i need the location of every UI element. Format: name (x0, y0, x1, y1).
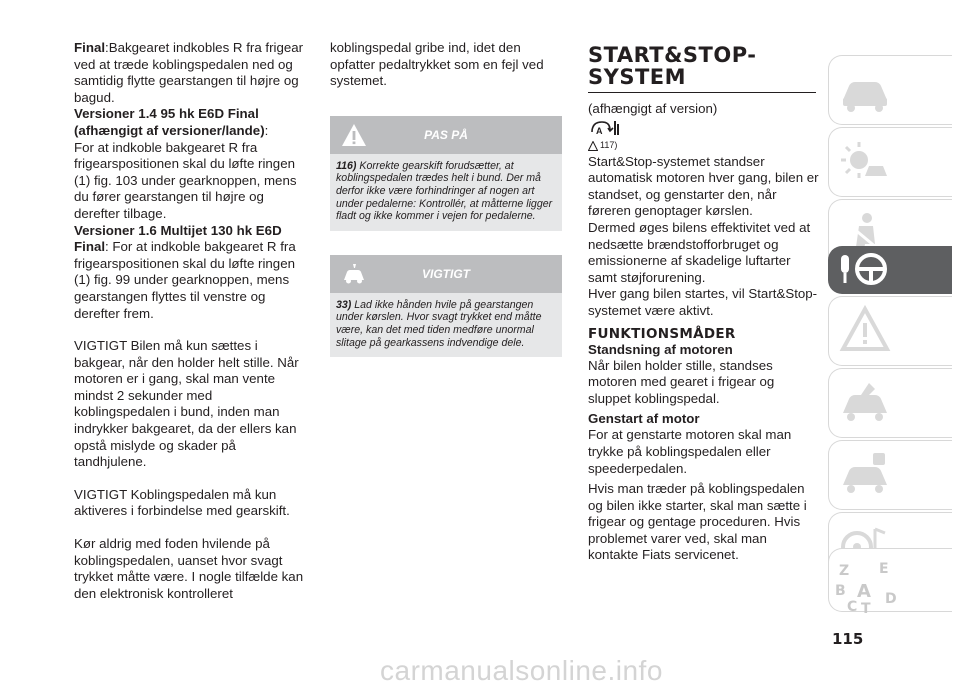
warning-box-title: PAS PÅ (424, 127, 468, 142)
final-text: :Bakgearet indkobles R fra frigear ved at træde koblingspedalen ned og samtidig flytte gearstangen til højre og bagud. (74, 40, 304, 105)
title-rule (588, 92, 816, 93)
car-service-icon (835, 373, 895, 433)
tab-car-specs[interactable] (828, 440, 952, 510)
heading-funktionsmaader: FUNKTIONSMÅDER (588, 325, 736, 342)
important-box-header (330, 255, 562, 293)
car-dashboard-icon (835, 60, 895, 120)
paragraph-genstart: For at genstarte motoren skal man trykke på koblingspedalen eller speederpedalen. (588, 427, 792, 476)
version-note: (afhængigt af version) (588, 101, 718, 116)
svg-text:C: C (847, 599, 858, 615)
paragraph-continued: koblingspedal gribe ind, idet den opfatter pedaltrykket som en fejl ved systemet. (330, 40, 544, 89)
page-number: 115 (832, 630, 864, 648)
cross-ref-number: 117) (600, 139, 618, 150)
tab-car-service[interactable] (828, 368, 952, 438)
heading-version-14-colon: : (264, 122, 269, 138)
warning-box-header (330, 116, 562, 154)
section-title-line2: SYSTEM (588, 65, 687, 89)
svg-text:A: A (596, 125, 603, 136)
warning-box-number: 116) (336, 159, 357, 172)
heading-version-16-text: Versioner 1.6 Multijet 130 hk E6D Final (74, 222, 282, 255)
paragraph-efficiency: Dermed øges bilens effektivitet ved at nedsætte brændstofforbruget og emissionerne af skadelige luftarter samt støjforurening. (588, 219, 811, 285)
tab-car-dashboard[interactable] (828, 55, 952, 125)
section-title-line1: START&STOP- (588, 43, 757, 67)
paragraph-koer-aldrig: Kør aldrig med foden hvilende på koblingspedalen, uanset hvor svagt trykket måtte være. I nogle tilfælde kan den elektronisk kontrolleret (74, 536, 304, 601)
start-stop-icon (588, 118, 620, 138)
final-label: Final (74, 40, 106, 55)
paragraph-version-14: For at indkoble bakgearet R fra frigearspositionen skal du løfte ringen (1) fig. 103 under gearknoppen, mens du fører gearstangen til højre og derefter tilbage. (74, 139, 297, 221)
paragraph-problem: Hvis man træder på koblingspedalen og bilen ikke starter, skal man sætte i frigear og gentage proceduren. Hvis problemet varer ved, skal man kontakte Fiats servicenet. (588, 481, 807, 563)
paragraph-standsning: Når bilen holder stille, standses motoren med gearet i frigear og sluppet koblingspedal. (588, 357, 775, 406)
index-letters-icon (835, 553, 915, 615)
key-steering-wheel-icon (833, 247, 943, 295)
heading-version-14 (74, 106, 306, 139)
svg-text:B: B (835, 583, 846, 599)
heading-version-14-text: Versioner 1.4 95 hk E6D Final (afhængigt af versioner/lande) (74, 106, 265, 138)
watermark: carmanualsonline.info (380, 655, 663, 686)
cross-reference (588, 140, 820, 154)
small-warning-icon (588, 141, 598, 151)
tab-warning-lights[interactable] (828, 127, 952, 197)
tab-road-warning[interactable] (828, 296, 952, 366)
svg-text:Z: Z (839, 563, 850, 579)
tab-starting-driving[interactable] (828, 246, 952, 294)
warning-box-body (330, 154, 562, 231)
heading-genstart: Genstart af motor (588, 411, 700, 427)
svg-text:A: A (857, 581, 871, 602)
important-box-title: VIGTIGT (422, 266, 470, 281)
important-box-number: 33) (336, 298, 352, 311)
column-1 (74, 40, 306, 602)
svg-text:D: D (885, 591, 897, 607)
paragraph-version-16: : For at indkoble bakgearet R fra frigearspositionen skal du løfte ringen (1) fig. 99 under gearknoppen, mens gearstangen flyttes til venstre og derefter frem. (74, 239, 296, 321)
heading-version-16 (74, 223, 306, 323)
important-box-text: Lad ikke hånden hvile på gearstangen under kørslen. Hvor svagt trykket end måtte være, kan det med tiden medføre unormal slitage på gearkassens indvendige dele. (336, 298, 542, 349)
paragraph-final (74, 40, 306, 106)
svg-text:T: T (861, 601, 871, 615)
car-specs-icon (835, 445, 895, 505)
warning-box-text: Korrekte gearskift forudsætter, at koblingspedalen trædes helt i bund. Der må derfor ikke være forhindringer af nogen art under pedalerne: Kontrollér, at måtterne ligger fladt og ikke kommer i vejen for pedalerne. (336, 159, 553, 223)
heading-standsning: Standsning af motoren (588, 341, 733, 357)
paragraph-intro: Start&Stop-systemet standser automatisk motoren hver gang, bilen er standset, og genstarter den, når føreren genoptager kørslen. (588, 153, 819, 219)
svg-text:E: E (879, 561, 889, 577)
column-3 (588, 44, 820, 564)
paragraph-vigtigt-kobling: VIGTIGT Koblingspedalen må kun aktiveres i forbindelse med gearskift. (74, 486, 290, 519)
paragraph-active: Hver gang bilen startes, vil Start&Stop-systemet være aktivt. (588, 286, 818, 318)
start-stop-symbol (588, 118, 820, 140)
tab-index[interactable] (828, 548, 952, 615)
important-box-body (330, 293, 562, 357)
paragraph-vigtigt-bakgear: VIGTIGT Bilen må kun sættes i bakgear, når den holder helt stille. Når motoren er i gang, skal man vente mindst 2 sekunder med koblingspedalen i bund, inden man indrykker bakgearet, da der ellers kan opstå mislyde og skader på tandhjulene. (74, 338, 299, 470)
column-2 (330, 40, 562, 357)
road-warning-icon (835, 301, 895, 361)
warning-lights-icon (835, 132, 895, 192)
